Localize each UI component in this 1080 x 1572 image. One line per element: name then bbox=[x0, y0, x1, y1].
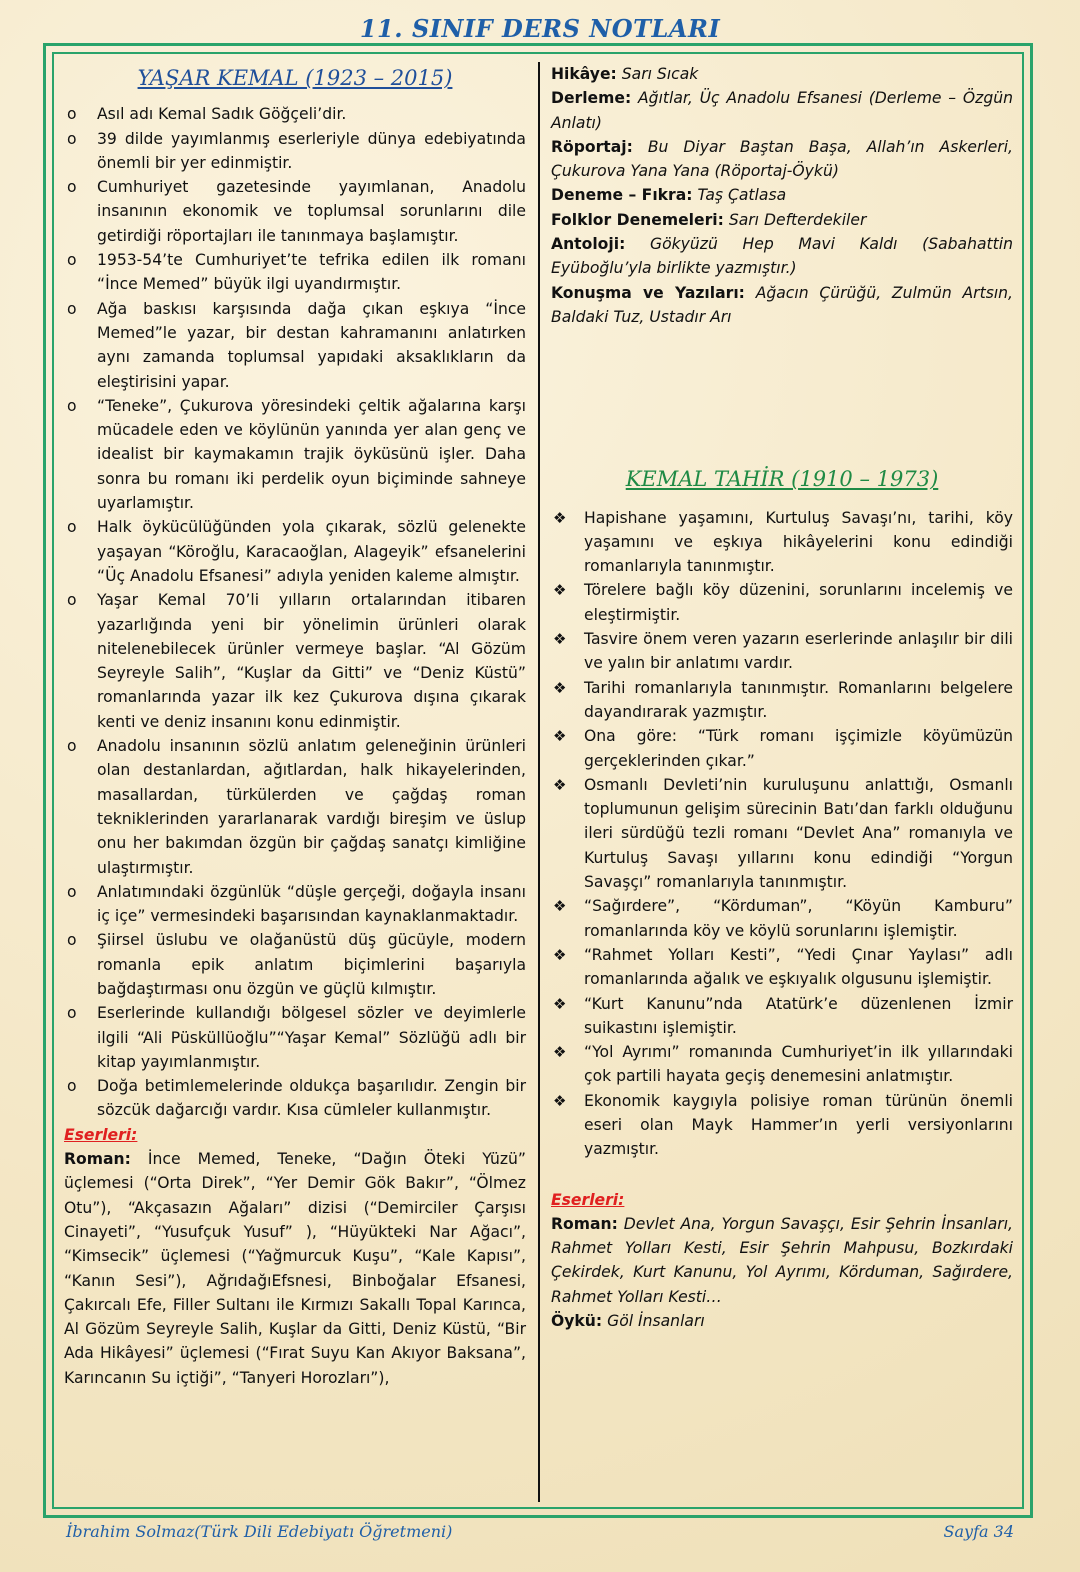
works-label: Derleme: bbox=[551, 89, 632, 108]
roman-text: İnce Memed, Teneke, “Dağın Öteki Yüzü” üçlemesi (“Orta Direk”, “Yer Demir Gök Bakır”, “Ölmez Otu”), “Akçasazın Ağaları” dizisi (“Demirciler Çarşısı Cinayeti”, “Yusufçuk Yusuf” ), “Hüyükteki Nar Ağacı”, “Kimsecik” üçlemesi (“Yağmurcuk Kuşu”, “Kale Kapısı”, “Kanın Sesi”), AğrıdağıEfsnesi, Binboğalar Efsanesi, Çakırcalı Efe, Filler Sultanı ile Kırmızı Sakallı Topal Karınca, Al Gözüm Seyreyle Salih, Kuşlar da Gitti, Deniz Küstü, “Bir Ada Hikâyesi” üçlemesi (“Fırat Suyu Kan Akıyor Baksana”, Karıncanın Su içtiği”, “Tanyeri Horozları”), bbox=[64, 1150, 526, 1387]
works-row bbox=[551, 208, 1013, 232]
page-header: 11. SINIF DERS NOTLARI bbox=[359, 14, 721, 43]
list-item: ❖ “Rahmet Yolları Kesti”, “Yedi Çınar Yaylası” adlı romanlarında ağalık ve eşkıyalık olgusunu işlemiştir. bbox=[551, 943, 1013, 992]
oyku-works bbox=[551, 1309, 1013, 1333]
list-item: ❖ Törelere bağlı köy düzenini, sorunlarını incelemiş ve eleştirmiştir. bbox=[551, 578, 1013, 627]
spacer bbox=[551, 1162, 1013, 1188]
roman-works bbox=[64, 1147, 526, 1390]
works-text: Taş Çatlasa bbox=[697, 186, 787, 205]
yasar-kemal-bullets bbox=[64, 102, 526, 1122]
kemal-tahir-bullets bbox=[551, 506, 1013, 1162]
list-item: o Ağa baskısı karşısında dağa çıkan eşkıya “İnce Memed”le yazar, bir destan kahramanını anlatırken aynı zamanda toplumsal yapıdaki aksaklıkların da eleştirisini yapar. bbox=[64, 297, 526, 394]
list-item: ❖ “Kurt Kanunu”nda Atatürk’e düzenlenen İzmir suikastını işlemiştir. bbox=[551, 992, 1013, 1041]
works-label: Antoloji: bbox=[551, 235, 626, 254]
works-row bbox=[551, 183, 1013, 207]
works-text: Sarı Defterdekiler bbox=[728, 210, 867, 229]
roman-works bbox=[551, 1212, 1013, 1309]
list-item: ❖ “Yol Ayrımı” romanında Cumhuriyet’in ilk yıllarındaki çok partili hayata geçiş denemesini anlatmıştır. bbox=[551, 1040, 1013, 1089]
list-item: o Halk öykücülüğünden yola çıkarak, sözlü gelenekte yaşayan “Köroğlu, Karacaoğlan, Alageyik” efsanelerini “Üç Anadolu Efsanesi” adıyla yeniden kaleme almıştır. bbox=[64, 515, 526, 588]
works-text: Ağıtlar, Üç Anadolu Efsanesi (Derleme – Özgün Anlatı) bbox=[551, 89, 1013, 132]
works-row bbox=[551, 86, 1013, 135]
list-item: o 1953-54’te Cumhuriyet’te tefrika edilen ilk romanı “İnce Memed” büyük ilgi uyandırmıştır. bbox=[64, 248, 526, 297]
works-row bbox=[551, 281, 1013, 330]
list-item: ❖ Tarihi romanlarıyla tanınmıştır. Romanlarını belgelere dayandırarak yazmıştır. bbox=[551, 676, 1013, 725]
works-label: Röportaj: bbox=[551, 137, 633, 156]
section-title-kemal-tahir: KEMAL TAHİR (1910 – 1973) bbox=[625, 467, 939, 492]
roman-label: Roman: bbox=[64, 1150, 131, 1169]
list-item: ❖ “Sağırdere”, “Körduman”, “Köyün Kamburu” romanlarında köy ve köylü sorunlarını işlemiştir. bbox=[551, 894, 1013, 943]
works-row bbox=[551, 62, 1013, 86]
works-text: Ağacın Çürüğü, Zulmün Artsın, Baldaki Tuz, Ustadır Arı bbox=[551, 283, 1013, 326]
list-item: ❖ Osmanlı Devleti’nin kuruluşunu anlattığı, Osmanlı toplumunun gelişim sürecinin Batı’dan farklı olduğunu ileri sürdüğü tezli romanı “Devlet Ana” romanıyla ve Kurtuluş Savaşı yıllarını konu edindiği “Yorgun Savaşçı” romanlarıyla tanınmıştır. bbox=[551, 773, 1013, 894]
list-item: o Yaşar Kemal 70’li yılların ortalarından itibaren yazarlığında yeni bir yönelimin ürünleri olarak nitelenebilecek ürünler vermeye başlar. “Al Gözüm Seyreyle Salih”, “Kuşlar da Gitti” ve “Deniz Küstü” romanlarında yazar ilk kez Çukurova dışına çıkarak kenti ve deniz insanını konu edinmiştir. bbox=[64, 588, 526, 734]
list-item: o Asıl adı Kemal Sadık Göğçeli’dir. bbox=[64, 102, 526, 126]
works-heading: Eserleri: bbox=[64, 1125, 138, 1144]
list-item: o Şiirsel üslubu ve olağanüstü düş gücüyle, modern romanla epik anlatım biçimlerini başarıyla bağdaştırması onu özgün ve güçlü kılmıştır. bbox=[64, 928, 526, 1001]
list-item: o Cumhuriyet gazetesinde yayımlanan, Anadolu insanının ekonomik ve toplumsal sorunlarını dile getirdiği röportajları ile tanınmaya başlamıştır. bbox=[64, 175, 526, 248]
works-text: Gökyüzü Hep Mavi Kaldı (Sabahattin Eyüboğlu’yla birlikte yazmıştır.) bbox=[551, 235, 1013, 278]
works-label: Hikâye: bbox=[551, 65, 617, 83]
section-title-yasar-kemal: YAŞAR KEMAL (1923 – 2015) bbox=[137, 66, 453, 90]
list-item: o 39 dilde yayımlanmış eserleriyle dünya edebiyatında önemli bir yer edinmiştir. bbox=[64, 127, 526, 176]
list-item: ❖ Tasvire önem veren yazarın eserlerinde anlaşılır bir dili ve yalın bir anlatımı vardır. bbox=[551, 627, 1013, 676]
works-row bbox=[551, 135, 1013, 184]
list-item: o Eserlerinde kullandığı bölgesel sözler ve deyimlerle ilgili “Ali Püsküllüoğlu”“Yaşar Kemal” Sözlüğü adlı bir kitap yayımlanmıştır. bbox=[64, 1001, 526, 1074]
works-row bbox=[551, 232, 1013, 281]
footer-author: İbrahim Solmaz(Türk Dili Edebiyatı Öğretmeni) bbox=[66, 1522, 453, 1541]
list-item: ❖ Ona göre: “Türk romanı işçimizle köyümüzün gerçeklerinden çıkar.” bbox=[551, 724, 1013, 773]
works-heading: Eserleri: bbox=[551, 1190, 625, 1209]
works-label: Deneme – Fıkra: bbox=[551, 186, 693, 205]
footer-page-number: Sayfa 34 bbox=[943, 1522, 1014, 1541]
roman-text: Devlet Ana, Yorgun Savaşçı, Esir Şehrin İnsanları, Rahmet Yolları Kesti, Esir Şehrin Mahpusu, Bozkırdaki Çekirdek, Kurt Kanunu, Yol Ayrımı, Körduman, Sağırdere, Rahmet Yolları Kesti… bbox=[551, 1214, 1013, 1306]
list-item: o Anlatımındaki özgünlük “düşle gerçeği, doğayla insanı iç içe” vermesindeki başarısından kaynaklanmaktadır. bbox=[64, 880, 526, 929]
list-item: o Anadolu insanının sözlü anlatım geleneğinin ürünleri olan destanlardan, ağıtlardan, halk hikayelerinden, masallardan, türkülerden ve çağdaş roman tekniklerinden yararlanarak vardığı bireşim ve üslup onu her bakımdan özgün bir çağdaş sanatçı kimliğine ulaştırmıştır. bbox=[64, 734, 526, 880]
list-item: o “Teneke”, Çukurova yöresindeki çeltik ağalarına karşı mücadele eden ve köylünün yanında yer alan genç ve idealist bir kaymakamın trajik öyküsünü işler. Daha sonra bu romanı iki perdelik oyun biçiminde sahneye uyarlamıştır. bbox=[64, 394, 526, 515]
left-column bbox=[64, 62, 526, 1390]
oyku-label: Öykü: bbox=[551, 1312, 603, 1331]
works-text: Sarı Sıcak bbox=[621, 65, 699, 83]
list-item: ❖ Ekonomik kaygıyla polisiye roman türünün önemli eseri olan Mayk Hammer’ın yerli versiyonlarını yazmıştır. bbox=[551, 1089, 1013, 1162]
list-item: o Doğa betimlemelerinde oldukça başarılıdır. Zengin bir sözcük dağarcığı vardır. Kısa cümleler kullanmıştır. bbox=[64, 1074, 526, 1123]
spacer bbox=[551, 329, 1013, 467]
roman-label: Roman: bbox=[551, 1214, 618, 1233]
oyku-text: Göl İnsanları bbox=[607, 1312, 705, 1331]
column-divider bbox=[538, 62, 540, 1502]
works-text: Bu Diyar Baştan Başa, Allah’ın Askerleri, Çukurova Yana Yana (Röportaj-Öykü) bbox=[551, 137, 1013, 181]
works-label: Konuşma ve Yazıları: bbox=[551, 283, 745, 302]
right-column bbox=[551, 62, 1013, 1333]
works-label: Folklor Denemeleri: bbox=[551, 210, 724, 229]
list-item: ❖ Hapishane yaşamını, Kurtuluş Savaşı’nı, tarihi, köy yaşamını ve eşkıya hikâyelerini konu edindiği romanlarıyla tanınmıştır. bbox=[551, 506, 1013, 579]
